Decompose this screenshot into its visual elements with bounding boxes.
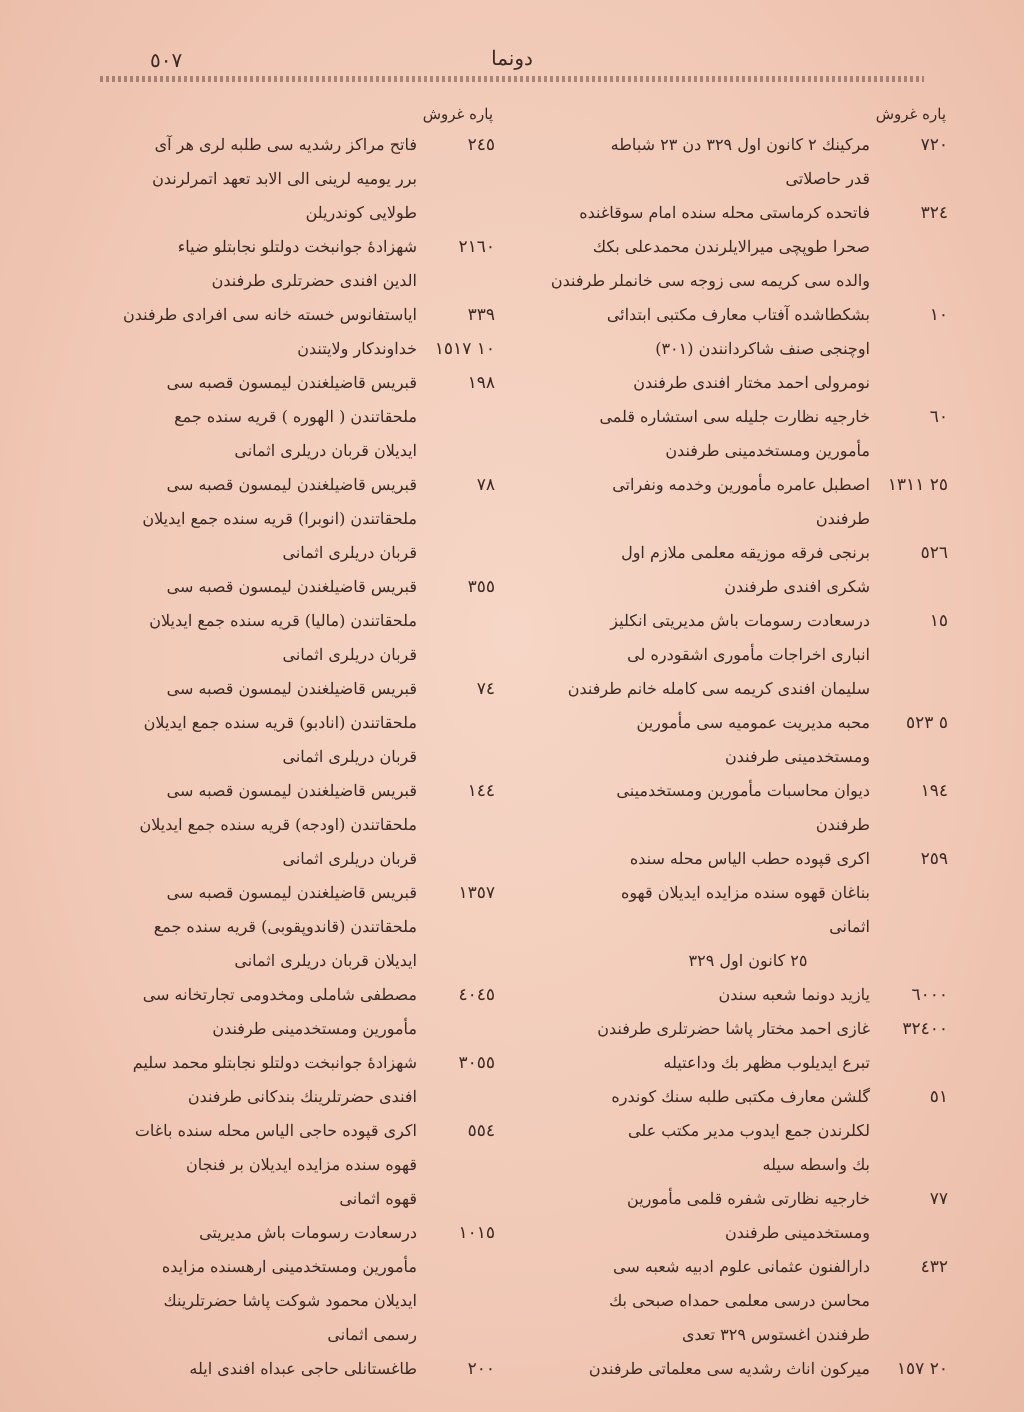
ledger-entry (548, 842, 948, 944)
right-column (548, 100, 948, 1386)
entry-description (95, 1352, 417, 1386)
entry-amount: ٣٥٥ (467, 577, 495, 597)
entry-amount: ٢٠ ١٥٧ (896, 1359, 948, 1379)
ledger-entry (548, 1012, 948, 1080)
description-line: درسعادت رسومات باش مديريتى (199, 1223, 417, 1242)
column-heading: پاره غروش (875, 105, 946, 123)
entry-description (548, 978, 870, 1012)
description-line: اكرى قپوده حطب الياس محله سنده (629, 849, 870, 868)
description-line: مأمورين ومستخدمينى طرفندن (665, 441, 870, 460)
entry-description (548, 1012, 870, 1080)
entry-amount: ٥٢٦ (920, 543, 948, 563)
entry-description (95, 876, 417, 978)
ledger-entry (95, 332, 495, 366)
ledger-entry (95, 468, 495, 570)
entry-amount: ٧٢٠ (920, 135, 948, 155)
ledger-entry (95, 230, 495, 298)
description-line: قبريس قاضيلغندن ليمسون قصبه سى (166, 883, 417, 902)
ledger-entry (548, 1182, 948, 1250)
entry-amount: ٥١ (929, 1087, 948, 1107)
entry-description (95, 468, 417, 570)
running-title: دونما (491, 46, 533, 70)
entry-description (95, 366, 417, 468)
ledger-entry (95, 774, 495, 876)
entry-description (548, 298, 870, 400)
description-line: اصطبل عامره مأمورين وخدمه ونفراتى (612, 475, 870, 494)
left-column (95, 100, 495, 1386)
description-line: بشكطاشده آفتاب معارف مكتبى ابتدائى (606, 305, 870, 324)
description-line: گلشن معارف مكتبى طلبه سنك كوندره (611, 1087, 870, 1106)
ledger-entry (548, 1352, 948, 1386)
description-line: برر يوميه لرينى الى الابد تعهد اتمرلرندن (152, 169, 417, 188)
entry-amount: ٥ ٥٢٣ (906, 713, 948, 733)
entry-description (548, 1352, 870, 1386)
description-line: دارالفنون عثمانى علوم ادبيه شعبه سى (613, 1257, 870, 1276)
description-line: اوچنجى صنف شاكردانندن (٣٠١) (655, 339, 870, 358)
description-line: صحرا طوپچى ميرالايلرندن محمدعلى بكك (592, 237, 870, 256)
description-line: اكرى قپوده حاجى الياس محله سنده باغات (134, 1121, 417, 1140)
description-line: بك واسطه سيله (762, 1155, 870, 1174)
entry-amount: ١٩٤ (920, 781, 948, 801)
ledger-entry (95, 366, 495, 468)
entry-description (548, 128, 870, 196)
entry-description (548, 1080, 870, 1182)
entry-description (95, 230, 417, 298)
ledger-entry (95, 128, 495, 230)
ledger-entry (548, 1250, 948, 1352)
description-line: تبرع ايديلوب مظهر بك وداعتيله (663, 1053, 870, 1072)
description-line: ميركون اناث رشديه سى معلماتى طرفندن (588, 1359, 870, 1378)
entry-amount: ١٣٥٧ (458, 883, 495, 903)
ledger-entry (548, 706, 948, 774)
description-line: مأمورين ومستخدمينى ارهسنده مزايده (161, 1257, 417, 1276)
entry-description (95, 332, 417, 366)
entry-description (95, 672, 417, 774)
entry-amount: ٢٤٥ (467, 135, 495, 155)
entry-description (548, 196, 870, 298)
entry-amount: ٢٠٠ (467, 1359, 495, 1379)
entry-description (95, 774, 417, 876)
entry-description (548, 604, 870, 706)
description-line: ملحقاتندن (قاندوپقوبى) قريه سنده جمع (153, 917, 417, 936)
description-line: ملحقاتندن (اودجه) قريه سنده جمع ايديلان (139, 815, 417, 834)
ledger-entry (548, 128, 948, 196)
description-line: قربان دريلرى اثمانى (282, 543, 417, 562)
description-line: والده سى كريمه سى زوجه سى خانملر طرفندن (550, 271, 870, 290)
description-line: غازى احمد مختار پاشا حضرتلرى طرفندن (597, 1019, 870, 1038)
description-line: محبه مديريت عموميه سى مأمورين (636, 713, 870, 732)
description-line: يازيد دونما شعبه سندن (718, 985, 870, 1004)
ledger-entry (95, 298, 495, 332)
entry-description (548, 536, 870, 604)
description-line: طرفندن اغستوس ٣٢٩ تعدى (681, 1325, 870, 1344)
entry-amount: ٣٣٩ (467, 305, 495, 325)
entry-amount: ٣٢٤٠٠ (902, 1019, 948, 1039)
description-line: خارجيه نظارتى شفره قلمى مأمورين (627, 1189, 870, 1208)
ledger-entry (95, 876, 495, 978)
ledger-entry (548, 536, 948, 604)
entry-amount: ٢٥ ١٣١١ (887, 475, 948, 495)
entry-description (548, 774, 870, 842)
entry-amount: ٤٣٢ (920, 1257, 948, 1277)
description-line: نومرولى احمد مختار افندى طرفندن (633, 373, 870, 392)
description-line: اثمانى (829, 917, 870, 936)
description-line: ملحقاتندن (انادبو) قريه سنده جمع ايديلان (143, 713, 417, 732)
description-line: الدين افندى حضرتلرى طرفندن (211, 271, 417, 290)
description-line: ايديلان محمود شوكت پاشا حضرتلرينك (163, 1291, 417, 1310)
entry-description (548, 400, 870, 468)
ledger-entry (548, 978, 948, 1012)
description-line: طاغستانلى حاجى عبداه افندى ايله (189, 1359, 417, 1378)
description-line: قبريس قاضيلغندن ليمسون قصبه سى (166, 475, 417, 494)
entry-description (95, 570, 417, 672)
description-line: قبريس قاضيلغندن ليمسون قصبه سى (166, 679, 417, 698)
entry-description (95, 978, 417, 1046)
entry-description (95, 1114, 417, 1216)
description-line: قبريس قاضيلغندن ليمسون قصبه سى (166, 373, 417, 392)
entry-amount: ١٠ (929, 305, 948, 325)
ledger-entry (95, 1216, 495, 1352)
description-line: قهوه اثمانى (339, 1189, 417, 1208)
description-line: قهوه سنده مزايده ايديلان بر فنجان (186, 1155, 417, 1174)
entry-description (548, 468, 870, 536)
entry-amount: ١٠ ١٥١٧ (434, 339, 495, 359)
entry-amount: ١٥ (929, 611, 948, 631)
ledger-entry (95, 1352, 495, 1386)
description-line: افندى حضرتلرينك بندكانى طرفندن (187, 1087, 417, 1106)
entry-description (548, 842, 870, 944)
description-line: طرفندن (815, 509, 870, 528)
description-line: اياستفانوس خسته خانه سى افرادى طرفندن (123, 305, 417, 324)
description-line: ملحقاتندن ( الهوره ) قريه سنده جمع (174, 407, 417, 426)
ledger-entry (548, 400, 948, 468)
entry-amount: ٢٥٩ (920, 849, 948, 869)
entry-amount: ١٩٨ (467, 373, 495, 393)
description-line: فاتحده كرماستى محله سنده امام سوقاغنده (579, 203, 870, 222)
description-line: درسعادت رسومات باش مديريتى انكليز (610, 611, 870, 630)
description-line: ملحقاتندن (ماليا) قريه سنده جمع ايديلان (149, 611, 417, 630)
ledger-entry (95, 1046, 495, 1114)
description-line: ديوان محاسبات مأمورين ومستخدمينى (616, 781, 870, 800)
entry-amount: ١٤٤ (467, 781, 495, 801)
description-line: مصطفى شاملى ومخدومى تجارتخانه سى (142, 985, 417, 1004)
description-line: شهزادهٔ جوانبخت دولتلو نجابتلو ضياء (177, 237, 417, 256)
ledger-entry (548, 468, 948, 536)
entry-description (95, 298, 417, 332)
entry-description (548, 1182, 870, 1250)
entry-amount: ٤٠٤٥ (458, 985, 495, 1005)
description-line: محاسن درسى معلمى حمداه صبحى بك (609, 1291, 870, 1310)
description-line: سليمان افندى كريمه سى كامله خانم طرفندن (567, 679, 870, 698)
entry-amount: ٧٨ (476, 475, 495, 495)
description-line: خارجيه نظارت جليله سى استشاره قلمى (599, 407, 870, 426)
entry-description (548, 706, 870, 774)
description-line: برنجى فرقه موزيقه معلمى ملازم اول (621, 543, 870, 562)
description-line: قربان دريلرى اثمانى (282, 645, 417, 664)
section-date: ٢٥ كانون اول ٣٢٩ (688, 951, 808, 970)
entry-description (548, 1250, 870, 1352)
description-line: طرفندن (815, 815, 870, 834)
description-line: قبريس قاضيلغندن ليمسون قصبه سى (166, 577, 417, 596)
description-line: قدر حاصلاتى (785, 169, 870, 188)
entry-amount: ٣٢٤ (920, 203, 948, 223)
description-line: مأمورين ومستخدمينى طرفندن (212, 1019, 417, 1038)
ledger-entry (548, 298, 948, 400)
description-line: ايديلان قربان دريلرى اثمانى (234, 441, 417, 460)
ledger-entry (548, 774, 948, 842)
entry-amount: ١٠١٥ (458, 1223, 495, 1243)
ledger-entry (95, 672, 495, 774)
ledger-entry (548, 604, 948, 706)
entry-description (95, 1216, 417, 1352)
description-line: شكرى افندى طرفندن (724, 577, 870, 596)
description-line: قربان دريلرى اثمانى (282, 747, 417, 766)
entry-amount: ٧٧ (929, 1189, 948, 1209)
description-line: خداوندكار ولايتندن (297, 339, 417, 358)
description-line: شهزادهٔ جوانبخت دولتلو نجابتلو محمد سليم (132, 1053, 417, 1072)
description-line: ومستخدمينى طرفندن (725, 747, 870, 766)
ledger-entry (95, 1114, 495, 1216)
entry-amount: ٢١٦٠ (458, 237, 495, 257)
description-line: طولايى كوندريلن (305, 203, 417, 222)
entry-description (95, 128, 417, 230)
description-line: ومستخدمينى طرفندن (725, 1223, 870, 1242)
entry-description (95, 1046, 417, 1114)
entry-amount: ٥٥٤ (467, 1121, 495, 1141)
entry-amount: ٦٠٠٠ (911, 985, 948, 1005)
header-rule (100, 76, 924, 82)
description-line: ملحقاتندن (انوبرا) قريه سنده جمع ايديلان (142, 509, 417, 528)
description-line: قبريس قاضيلغندن ليمسون قصبه سى (166, 781, 417, 800)
description-line: بناغان قهوه سنده مزايده ايديلان قهوه (620, 883, 870, 902)
entry-amount: ٧٤ (476, 679, 495, 699)
description-line: فاتح مراكز رشديه سى طلبه لرى هر آى (154, 135, 417, 154)
page-header (90, 40, 934, 80)
entry-amount: ٣٠٥٥ (458, 1053, 495, 1073)
description-line: لكلرندن جمع ايدوب مدير مكتب على (628, 1121, 870, 1140)
ledger-entry (548, 1080, 948, 1182)
description-line: انبارى اخراجات مأمورى اشقودره لى (627, 645, 870, 664)
ledger-entry (95, 570, 495, 672)
description-line: ايديلان قربان دريلرى اثمانى (234, 951, 417, 970)
description-line: قربان دريلرى اثمانى (282, 849, 417, 868)
page-number: ٥٠٧ (150, 48, 183, 72)
description-line: رسمى اثمانى (327, 1325, 417, 1344)
entry-amount: ٦٠ (929, 407, 948, 427)
description-line: مركينك ٢ كانون اول ٣٢٩ دن ٢٣ شباطه (610, 135, 870, 154)
ledger-entry (548, 196, 948, 298)
column-heading: پاره غروش (422, 105, 493, 123)
ledger-entry (95, 978, 495, 1046)
